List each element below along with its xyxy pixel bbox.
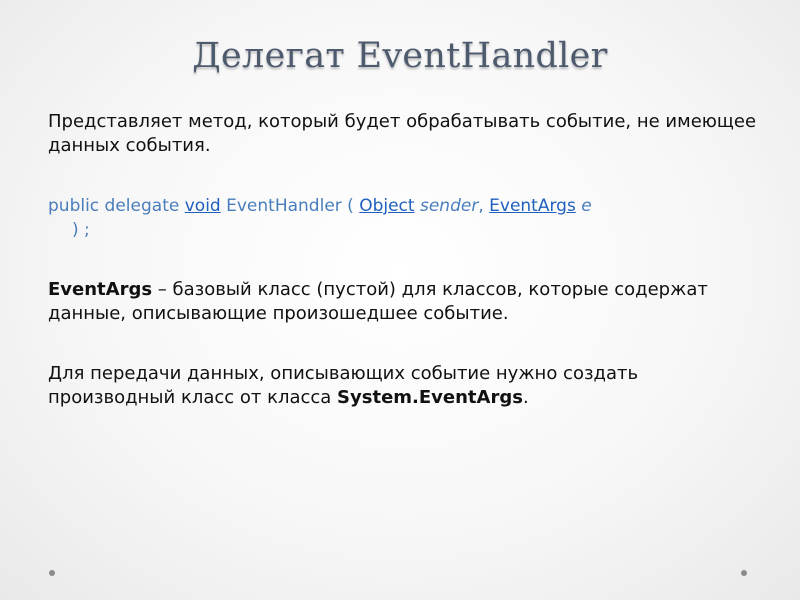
eventargs-link[interactable]: EventArgs xyxy=(489,196,576,216)
eventargs-description: – базовый класс (пустой) для классов, которые содержат данные, описывающие произошедшее событие. xyxy=(48,279,708,324)
derived-class-text: Для передачи данных, описывающих событие нужно создать производный класс от класса xyxy=(48,363,639,408)
derived-class-paragraph xyxy=(48,362,758,410)
eventargs-term: EventArgs xyxy=(48,279,153,300)
slide-title: Делегат EventHandler xyxy=(192,36,608,76)
system-eventargs-term: System.EventArgs xyxy=(337,387,523,408)
code-comma: , xyxy=(478,196,490,216)
spacer xyxy=(48,326,758,362)
sender-param: sender xyxy=(419,196,479,216)
code-closing: ) ; xyxy=(72,220,90,240)
spacer xyxy=(48,242,758,278)
code-keywords: public delegate xyxy=(48,196,185,216)
description-paragraph: Представляет метод, который будет обрабатывать событие, не имеющее данных события. xyxy=(48,111,757,156)
slide-content xyxy=(48,110,758,410)
spacer xyxy=(48,158,758,194)
code-signature xyxy=(48,194,758,242)
e-param: e xyxy=(581,196,592,216)
derived-class-period: . xyxy=(522,387,529,408)
code-type-name: EventHandler ( xyxy=(220,196,360,216)
void-link[interactable]: void xyxy=(184,196,221,216)
decorative-dot-left xyxy=(49,570,55,576)
object-link[interactable]: Object xyxy=(359,196,415,216)
decorative-dot-right xyxy=(741,570,747,576)
eventargs-paragraph xyxy=(48,278,758,326)
